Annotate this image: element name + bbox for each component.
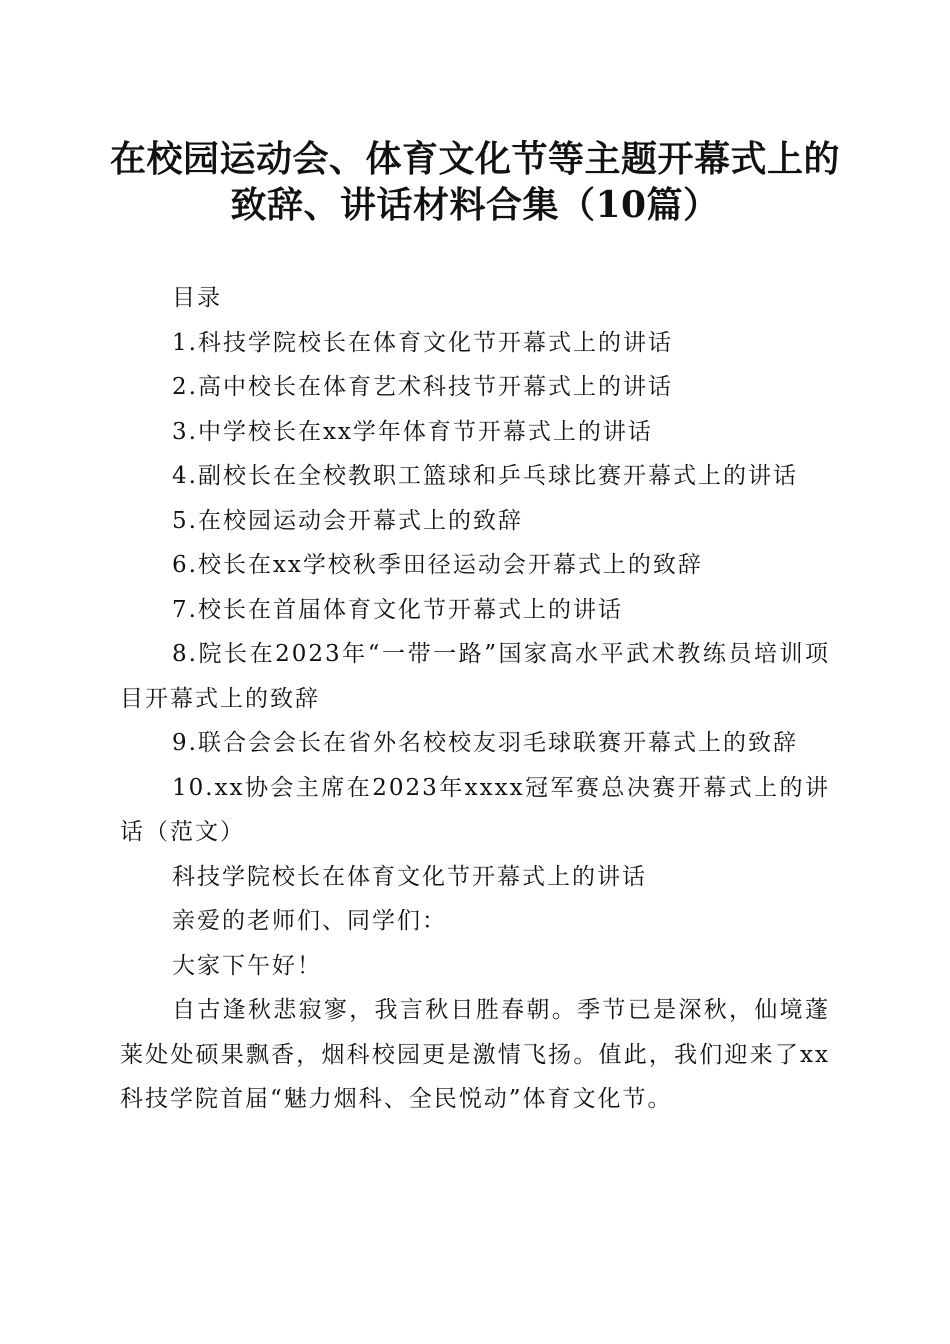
toc-item: 4.副校长在全校教职工篮球和乒乓球比赛开幕式上的讲话 (172, 463, 798, 489)
document-title-line-1: 在校园运动会、体育文化节等主题开幕式上的 (109, 138, 840, 180)
toc-item: 5.在校园运动会开幕式上的致辞 (172, 507, 523, 534)
toc-heading: 目录 (172, 285, 222, 311)
toc-item: 6.校长在xx学校秋季田径运动会开幕式上的致辞 (172, 552, 703, 578)
toc-item: 1.科技学院校长在体育文化节开幕式上的讲话 (172, 329, 673, 356)
body-paragraph: 自古逢秋悲寂寥，我言秋日胜春朝。季节已是深秋，仙境蓬莱处处硕果飘香，烟科校园更是激情飞扬。值此，我们迎来了xx科技学院首届“魅力烟科、全民悦动”体育文化节。 (120, 997, 830, 1112)
toc-item: 10.xx协会主席在2023年xxxx冠军赛总决赛开幕式上的讲话（范文） (120, 774, 830, 845)
toc-item: 7.校长在首届体育文化节开幕式上的讲话 (172, 596, 623, 623)
document-body (120, 276, 830, 1122)
toc-item: 8.院长在2023年“一带一路”国家高水平武术教练员培训项目开幕式上的致辞 (120, 641, 830, 712)
document-title-line-2: 致辞、讲话材料合集（10篇） (230, 184, 720, 226)
toc-item: 2.高中校长在体育艺术科技节开幕式上的讲话 (172, 374, 673, 400)
salutation: 亲爱的老师们、同学们： (172, 908, 447, 934)
toc-item: 3.中学校长在xx学年体育节开幕式上的讲话 (172, 418, 653, 445)
toc-item: 9.联合会会长在省外名校校友羽毛球联赛开幕式上的致辞 (172, 730, 798, 756)
speech-title: 科技学院校长在体育文化节开幕式上的讲话 (172, 863, 647, 890)
greeting: 大家下午好！ (172, 952, 322, 979)
